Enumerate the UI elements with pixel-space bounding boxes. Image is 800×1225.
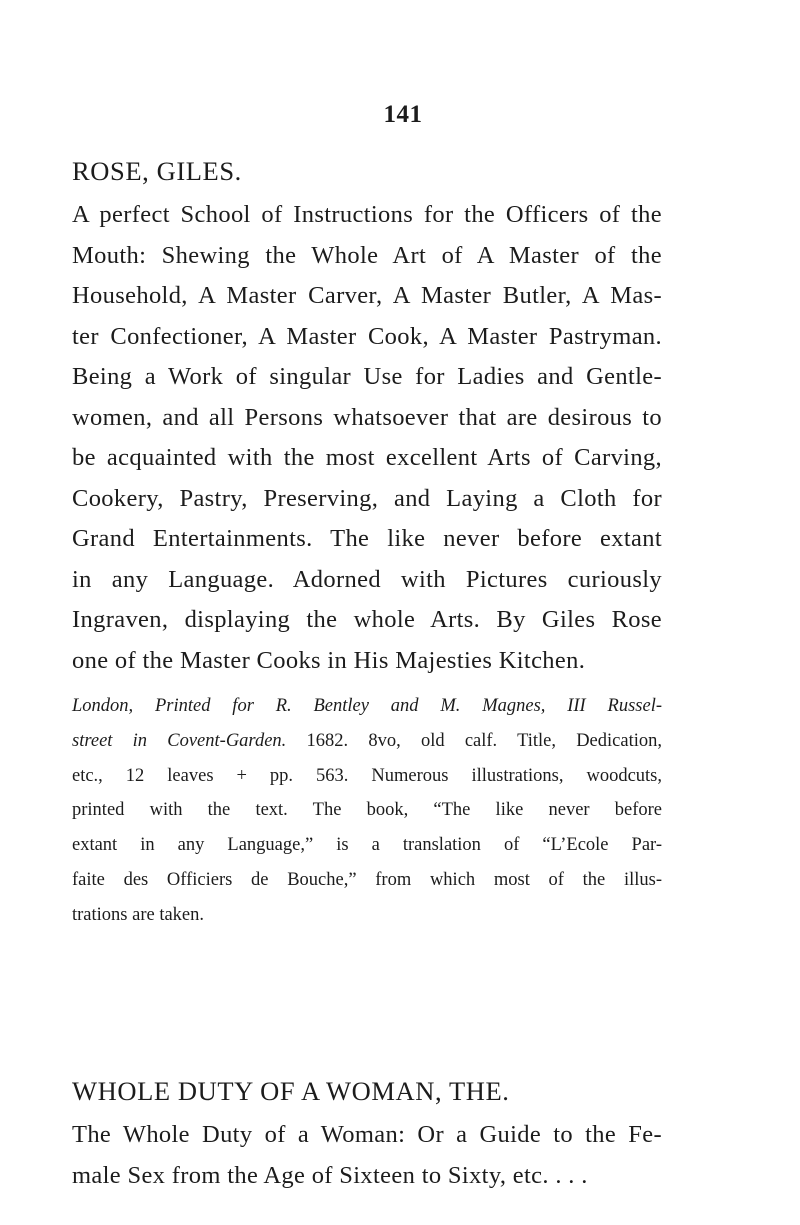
title-line: Mouth: Shewing the Whole Art of A Master of the xyxy=(72,241,662,269)
title-line: ter Confectioner, A Master Cook, A Master Pastryman. xyxy=(72,322,662,350)
imprint-line xyxy=(72,724,662,759)
title-line: A perfect School of Instructions for the Officers of the xyxy=(72,201,662,228)
entry-title xyxy=(72,1115,662,1196)
note-line: etc., 12 leaves + pp. 563. Numerous illustrations, woodcuts, xyxy=(72,765,662,786)
title-line: Household, A Master Carver, A Master Butler, A Mas- xyxy=(72,282,662,309)
page-number: 141 xyxy=(383,101,423,128)
note-line: faite des Officiers de Bouche,” from which most of the illus- xyxy=(72,869,662,890)
title-line: one of the Master Cooks in His Majesties Kitchen. xyxy=(72,646,586,674)
catalogue-entry-rose-giles xyxy=(72,151,662,933)
title-line: women, and all Persons whatsoever that are desirous to xyxy=(72,403,662,431)
entry-heading: WHOLE DUTY OF A WOMAN, THE. xyxy=(72,1076,510,1106)
title-line: male Sex from the Age of Sixteen to Sixty, etc. . . . xyxy=(72,1161,588,1189)
title-line: Grand Entertainments. The like never before extant xyxy=(72,525,662,552)
entry-bibliographic-note xyxy=(72,689,662,933)
title-line: Ingraven, displaying the whole Arts. By Giles Rose xyxy=(72,606,662,633)
entry-title xyxy=(72,195,662,681)
entry-heading: ROSE, GILES. xyxy=(72,156,242,186)
title-line: The Whole Duty of a Woman: Or a Guide to the Fe- xyxy=(72,1121,662,1148)
note-line: printed with the text. The book, “The like never before xyxy=(72,800,662,821)
note-line: trations are taken. xyxy=(72,904,205,925)
catalogue-entry-whole-duty-of-a-woman xyxy=(72,1071,662,1196)
title-line: be acquainted with the most excellent Arts of Carving, xyxy=(72,444,662,471)
title-line: in any Language. Adorned with Pictures curiously xyxy=(72,565,662,593)
title-line: Being a Work of singular Use for Ladies and Gentle- xyxy=(72,363,662,390)
imprint-details: 1682. 8vo, old calf. Title, Dedication, xyxy=(286,730,662,751)
imprint-line: London, Printed for R. Bentley and M. Magnes, III Russel- xyxy=(72,696,662,716)
note-line: extant in any Language,” is a translation of “L’Ecole Par- xyxy=(72,835,662,856)
title-line: Cookery, Pastry, Preserving, and Laying a Cloth for xyxy=(72,484,662,512)
imprint-place: street in Covent-Garden. xyxy=(72,730,287,751)
